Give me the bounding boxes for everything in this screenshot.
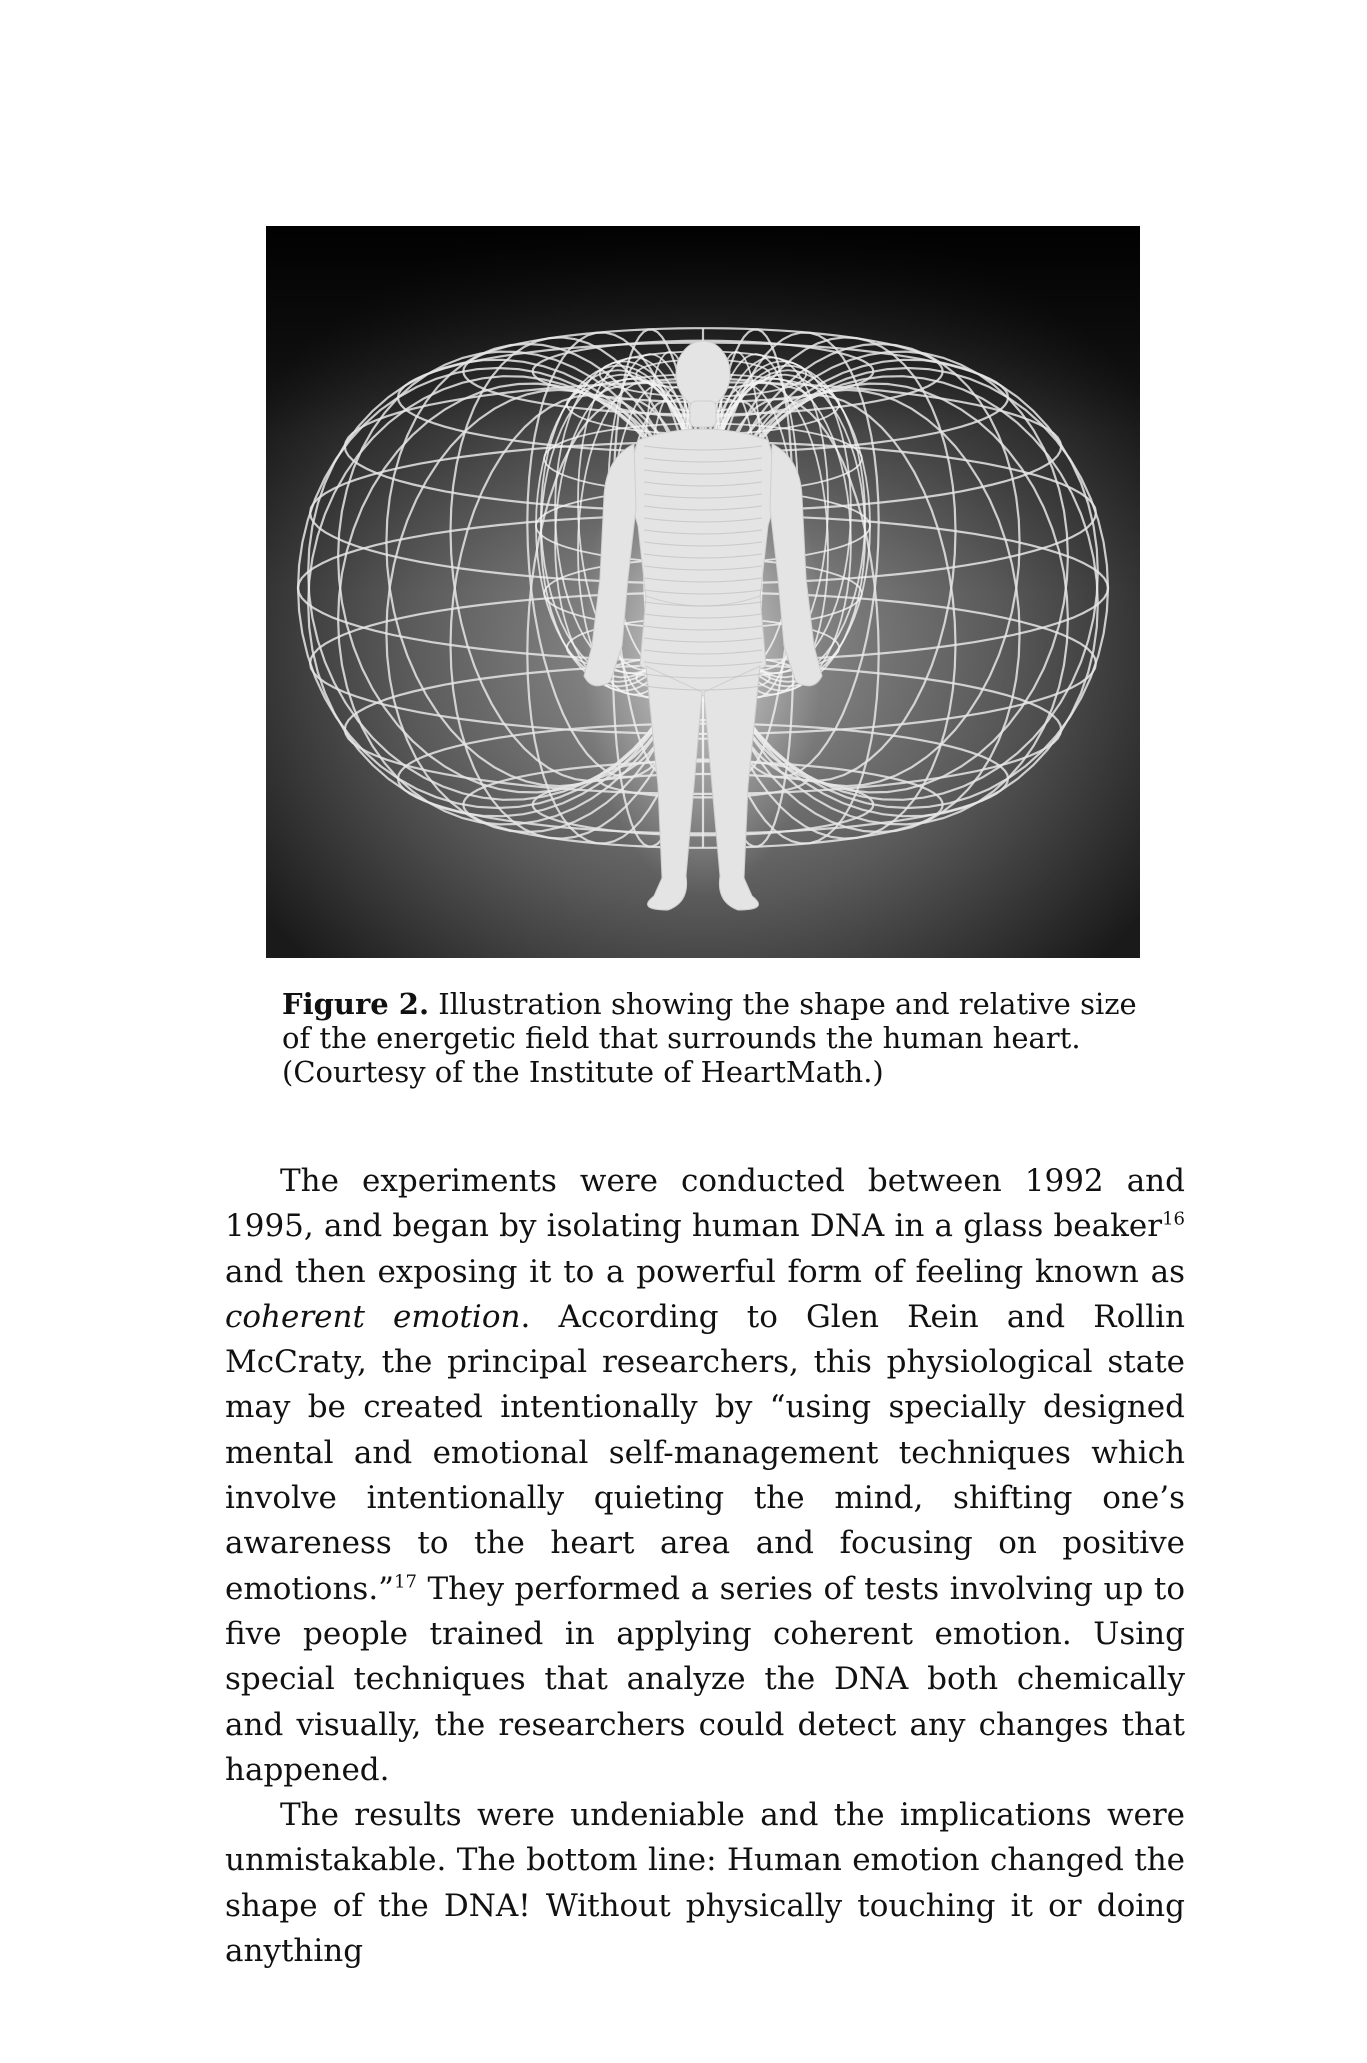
body-text <box>225 1159 1185 1974</box>
paragraph-text: They performed a series of tests involving up to five people trained in applying coherent emotion. Using special techniques that analyze the DNA both chemically and visually, the researchers could detect any changes that happened. <box>225 1570 1185 1788</box>
footnote-ref: 17 <box>394 1571 417 1593</box>
figure-caption <box>282 987 1142 1089</box>
emphasis-term: coherent emotion <box>225 1298 521 1335</box>
heart-field-illustration <box>266 226 1140 958</box>
body-paragraph <box>225 1159 1185 1793</box>
paragraph-text: and then exposing it to a powerful form of feeling known as <box>225 1253 1185 1290</box>
figure-image <box>266 226 1140 958</box>
body-paragraph <box>225 1793 1185 1974</box>
figure-caption-text: Illustration showing the shape and relative size of the energetic field that surrounds the human heart. (Courtesy of the Institute of HeartMath.) <box>282 987 1137 1089</box>
paragraph-text: The experiments were conducted between 1992 and 1995, and began by isolating human DNA in a glass beaker <box>225 1163 1185 1245</box>
footnote-ref: 16 <box>1162 1208 1185 1230</box>
figure-label: Figure 2. <box>282 987 430 1021</box>
paragraph-text: The results were undeniable and the implications were unmistakable. The bottom line: Human emotion changed the shape of the DNA! Without physically touching it or doing anything <box>225 1797 1185 1970</box>
paragraph-text: . According to Glen Rein and Rollin McCraty, the principal researchers, this physiological state may be created intentionally by “using specially designed mental and emotional self-management techniques which involve intentionally quieting the mind, shifting one’s awareness to the heart area and focusing on positive emotions.” <box>225 1298 1185 1607</box>
